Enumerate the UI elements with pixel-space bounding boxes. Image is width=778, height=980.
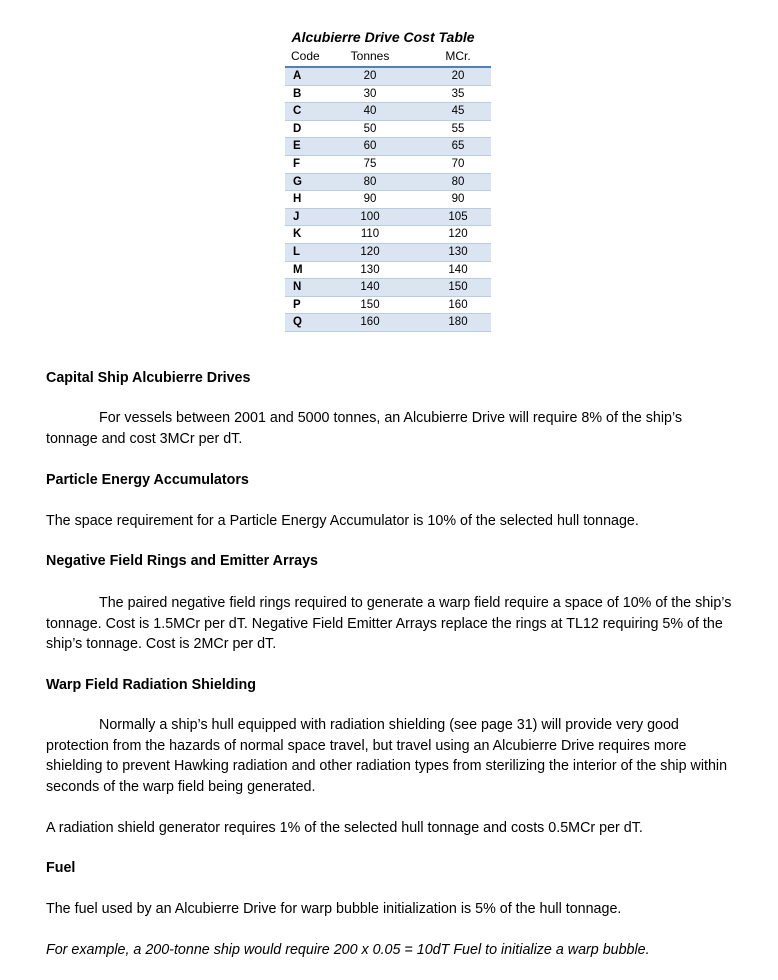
table-row <box>285 121 491 139</box>
row-mcr: 70 <box>451 157 465 170</box>
row-code: G <box>293 175 302 188</box>
row-tonnes: 30 <box>363 87 377 100</box>
fuel-text: The fuel used by an Alcubierre Drive for warp bubble initialization is 5% of the hull tonnage. <box>46 901 622 917</box>
table-row <box>285 68 491 86</box>
row-mcr: 55 <box>451 122 465 135</box>
row-code: J <box>293 210 300 223</box>
row-code: H <box>293 193 302 206</box>
row-tonnes: 80 <box>363 175 377 188</box>
accumulator-heading: Particle Energy Accumulators <box>46 472 249 488</box>
row-mcr: 140 <box>448 263 468 276</box>
table-header <box>285 47 491 68</box>
row-code: L <box>293 245 301 258</box>
row-tonnes: 60 <box>363 140 377 153</box>
accumulator-text: The space requirement for a Particle Energy Accumulator is 10% of the selected hull tonnage. <box>46 513 639 529</box>
table-row <box>285 262 491 280</box>
table-row <box>285 138 491 156</box>
shielding-heading: Warp Field Radiation Shielding <box>46 677 256 693</box>
row-code: N <box>293 281 302 294</box>
row-mcr: 45 <box>451 105 465 118</box>
row-mcr: 180 <box>448 316 468 329</box>
fuel-heading: Fuel <box>46 860 76 876</box>
row-code: E <box>293 140 301 153</box>
row-code: C <box>293 105 302 118</box>
header-code: Code <box>291 49 320 63</box>
row-code: A <box>293 70 302 82</box>
capital-text: For vessels between 2001 and 5000 tonnes, an Alcubierre Drive will require 8% of the ship’s tonnage and cost 3MCr per dT. <box>46 410 683 447</box>
row-tonnes: 110 <box>360 228 380 241</box>
row-tonnes: 40 <box>363 105 377 118</box>
row-tonnes: 90 <box>363 193 377 206</box>
table-row <box>285 244 491 262</box>
row-tonnes: 160 <box>360 316 380 329</box>
table-row <box>285 279 491 297</box>
table-body <box>285 68 491 332</box>
capital-heading: Capital Ship Alcubierre Drives <box>46 370 251 386</box>
row-tonnes: 150 <box>360 298 380 311</box>
table-row <box>285 314 491 332</box>
row-mcr: 20 <box>451 70 465 82</box>
row-code: Q <box>293 316 302 329</box>
table-row <box>285 226 491 244</box>
row-code: K <box>293 228 302 241</box>
header-mcr: MCr. <box>445 49 471 63</box>
header-tonnes: Tonnes <box>350 49 390 63</box>
row-mcr: 160 <box>448 298 468 311</box>
row-tonnes: 120 <box>360 245 380 258</box>
table-row <box>285 156 491 174</box>
cost-table <box>285 28 491 332</box>
row-mcr: 90 <box>451 193 465 206</box>
shielding-text: Normally a ship’s hull equipped with radiation shielding (see page 31) will provide very good protection from the hazards of normal space travel, but travel using an Alcubierre Drive requires more shielding to prevent Hawking radiation and other radiation types from sterilizing the interior of the ship within seconds of the warp field being generated. <box>46 717 728 795</box>
row-code: M <box>293 263 303 276</box>
row-mcr: 65 <box>451 140 465 153</box>
row-tonnes: 20 <box>363 70 377 82</box>
row-mcr: 130 <box>448 245 468 258</box>
rings-text: The paired negative field rings required to generate a warp field require a space of 10% of the ship’s tonnage. Cost is 1.5MCr per dT. Negative Field Emitter Arrays replace the rings at TL12 requiring 5% of the ship’s tonnage. Cost is 2MCr per dT. <box>46 595 732 652</box>
row-tonnes: 140 <box>360 281 380 294</box>
row-code: F <box>293 157 301 170</box>
example-text: For example, a 200-tonne ship would require 200 x 0.05 = 10dT Fuel to initialize a warp bubble. <box>46 942 650 958</box>
row-code: P <box>293 298 301 311</box>
row-mcr: 105 <box>448 210 468 223</box>
row-tonnes: 50 <box>363 122 377 135</box>
table-row <box>285 297 491 315</box>
generator-text: A radiation shield generator requires 1% of the selected hull tonnage and costs 0.5MCr per dT. <box>46 820 643 836</box>
table-row <box>285 191 491 209</box>
row-mcr: 120 <box>448 228 468 241</box>
rings-heading: Negative Field Rings and Emitter Arrays <box>46 553 318 569</box>
table-title: Alcubierre Drive Cost Table <box>291 29 475 45</box>
row-tonnes: 75 <box>363 157 377 170</box>
row-code: D <box>293 122 302 135</box>
table-row <box>285 103 491 121</box>
row-tonnes: 100 <box>360 210 380 223</box>
row-code: B <box>293 87 302 100</box>
row-tonnes: 130 <box>360 263 380 276</box>
row-mcr: 150 <box>448 281 468 294</box>
row-mcr: 35 <box>451 87 465 100</box>
table-row <box>285 174 491 192</box>
table-row <box>285 209 491 227</box>
row-mcr: 80 <box>451 175 465 188</box>
table-row <box>285 86 491 104</box>
